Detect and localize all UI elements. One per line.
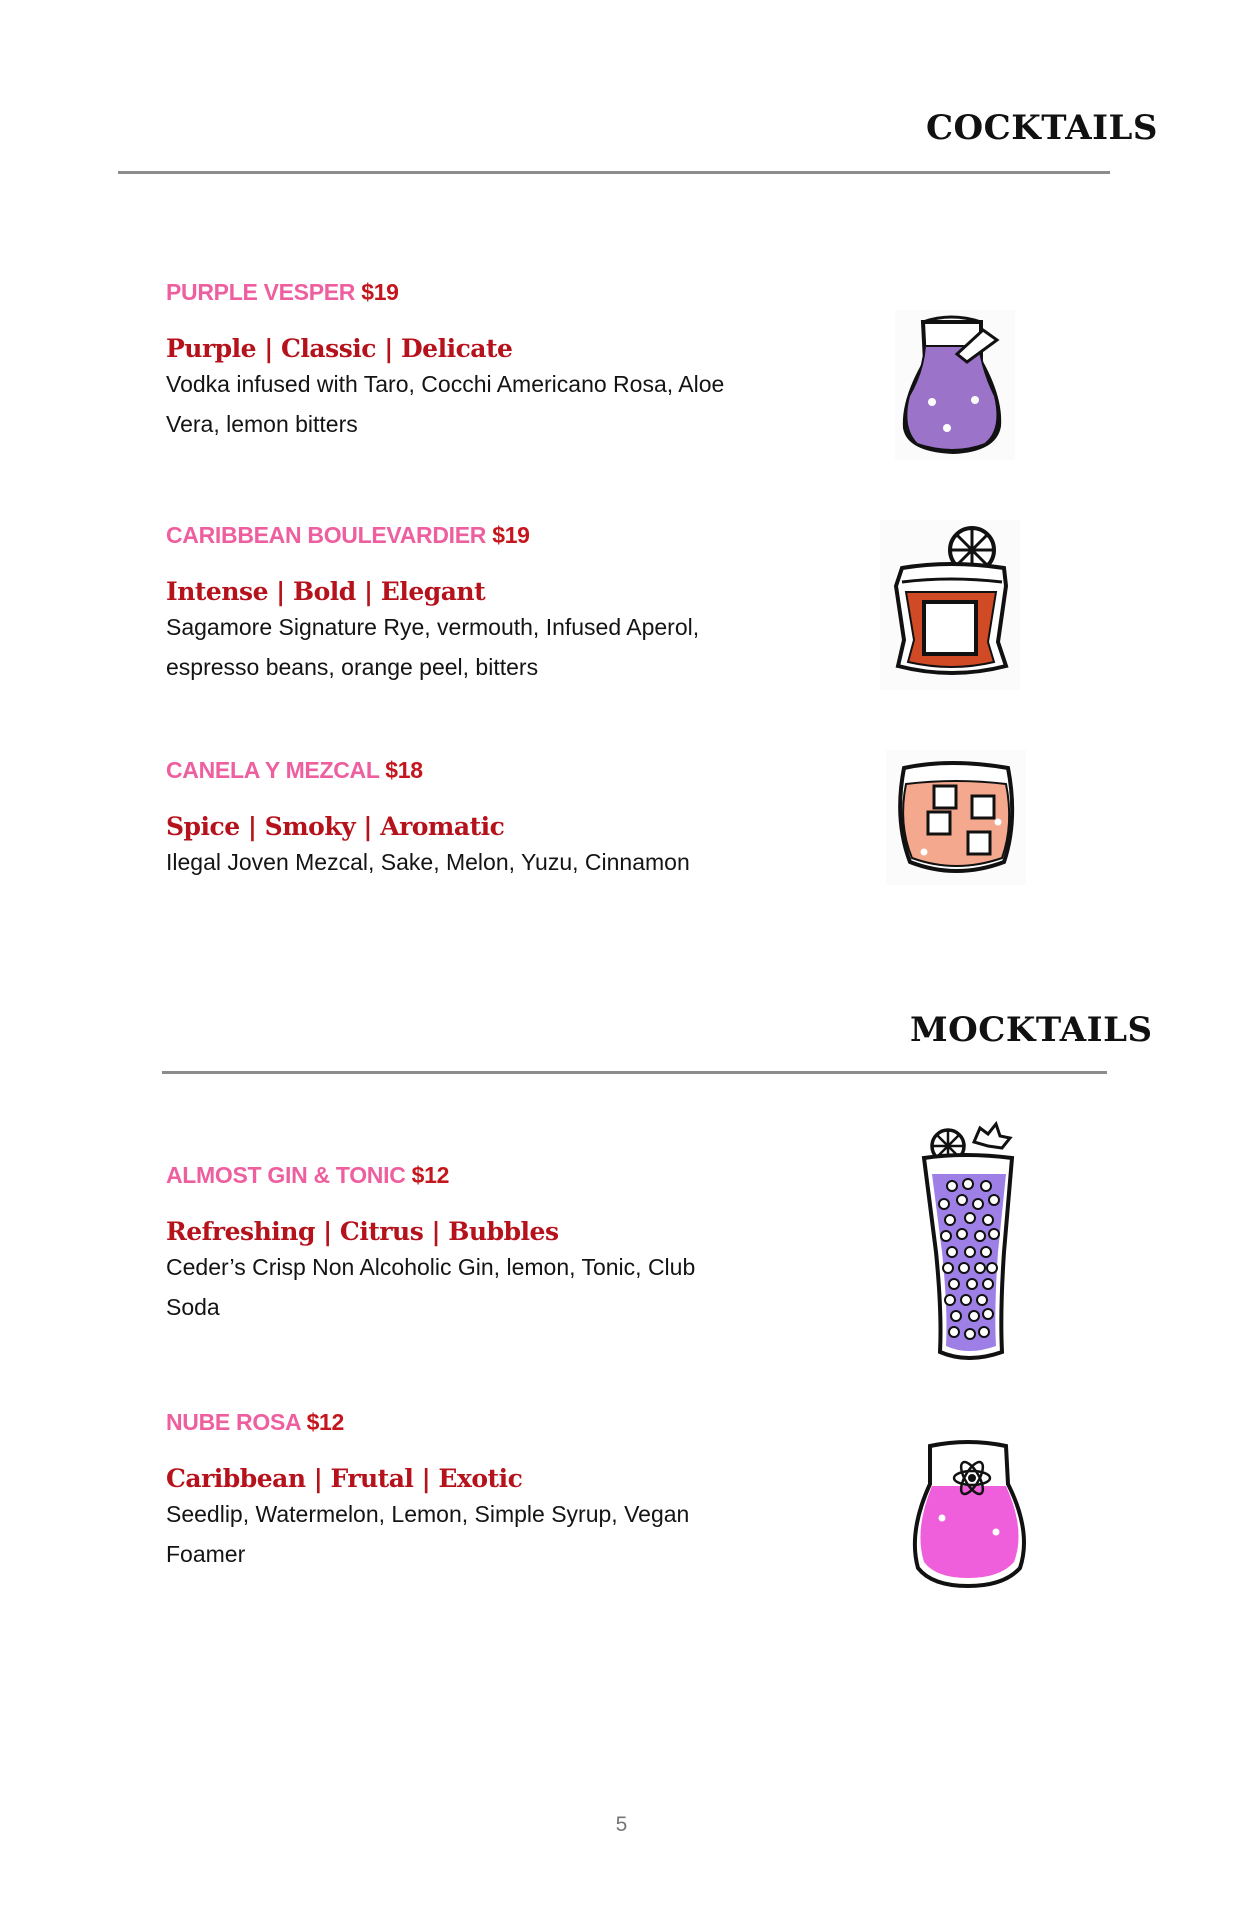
cocktails-divider bbox=[118, 171, 1110, 174]
mocktails-heading: MOCKTAILS bbox=[910, 1010, 1153, 1050]
item-heading bbox=[166, 278, 766, 306]
cocktails-heading: COCKTAILS bbox=[926, 108, 1158, 148]
item-tags: Intense | Bold | Elegant bbox=[166, 577, 486, 606]
item-name: PURPLE VESPER bbox=[166, 279, 356, 305]
item-tags: Refreshing | Citrus | Bubbles bbox=[166, 1217, 559, 1246]
item-description: Ceder’s Crisp Non Alcoholic Gin, lemon, Tonic, Club Soda bbox=[166, 1254, 696, 1320]
pink-glass-icon bbox=[908, 1432, 1028, 1592]
item-price: $19 bbox=[361, 279, 399, 305]
item-name: CARIBBEAN BOULEVARDIER bbox=[166, 522, 487, 548]
tall-glass-icon bbox=[918, 1112, 1018, 1360]
item-price: $18 bbox=[385, 757, 423, 783]
menu-item-canela-y-mezcal bbox=[166, 756, 766, 882]
menu-item-purple-vesper bbox=[166, 278, 766, 444]
item-heading bbox=[166, 1161, 766, 1189]
item-description: Vodka infused with Taro, Cocchi Americano Rosa, Aloe Vera, lemon bitters bbox=[166, 371, 725, 437]
item-heading bbox=[166, 756, 766, 784]
page-number: 5 bbox=[615, 1813, 628, 1836]
peach-tumbler-icon bbox=[886, 750, 1026, 885]
item-price: $19 bbox=[492, 522, 530, 548]
item-price: $12 bbox=[306, 1409, 345, 1435]
menu-item-nube-rosa bbox=[166, 1408, 766, 1574]
item-tags: Purple | Classic | Delicate bbox=[166, 334, 513, 363]
item-heading bbox=[166, 521, 766, 549]
mocktails-divider bbox=[162, 1071, 1107, 1074]
menu-item-caribbean-boulevardier bbox=[166, 521, 766, 687]
menu-item-almost-gin-tonic bbox=[166, 1161, 766, 1327]
item-description: Seedlip, Watermelon, Lemon, Simple Syrup, Vegan Foamer bbox=[166, 1501, 690, 1567]
item-tags: Spice | Smoky | Aromatic bbox=[166, 812, 505, 841]
item-heading bbox=[166, 1408, 766, 1436]
item-name: CANELA Y MEZCAL bbox=[166, 757, 380, 783]
purple-glass-icon bbox=[895, 310, 1015, 460]
rocks-glass-orange-icon bbox=[880, 520, 1020, 690]
item-description: Ilegal Joven Mezcal, Sake, Melon, Yuzu, Cinnamon bbox=[166, 849, 690, 875]
item-name: ALMOST GIN & TONIC bbox=[166, 1162, 406, 1188]
item-price: $12 bbox=[411, 1162, 450, 1188]
item-name: NUBE ROSA bbox=[166, 1409, 301, 1435]
item-tags: Caribbean | Frutal | Exotic bbox=[166, 1464, 523, 1493]
item-description: Sagamore Signature Rye, vermouth, Infused Aperol, espresso beans, orange peel, bitters bbox=[166, 614, 700, 680]
